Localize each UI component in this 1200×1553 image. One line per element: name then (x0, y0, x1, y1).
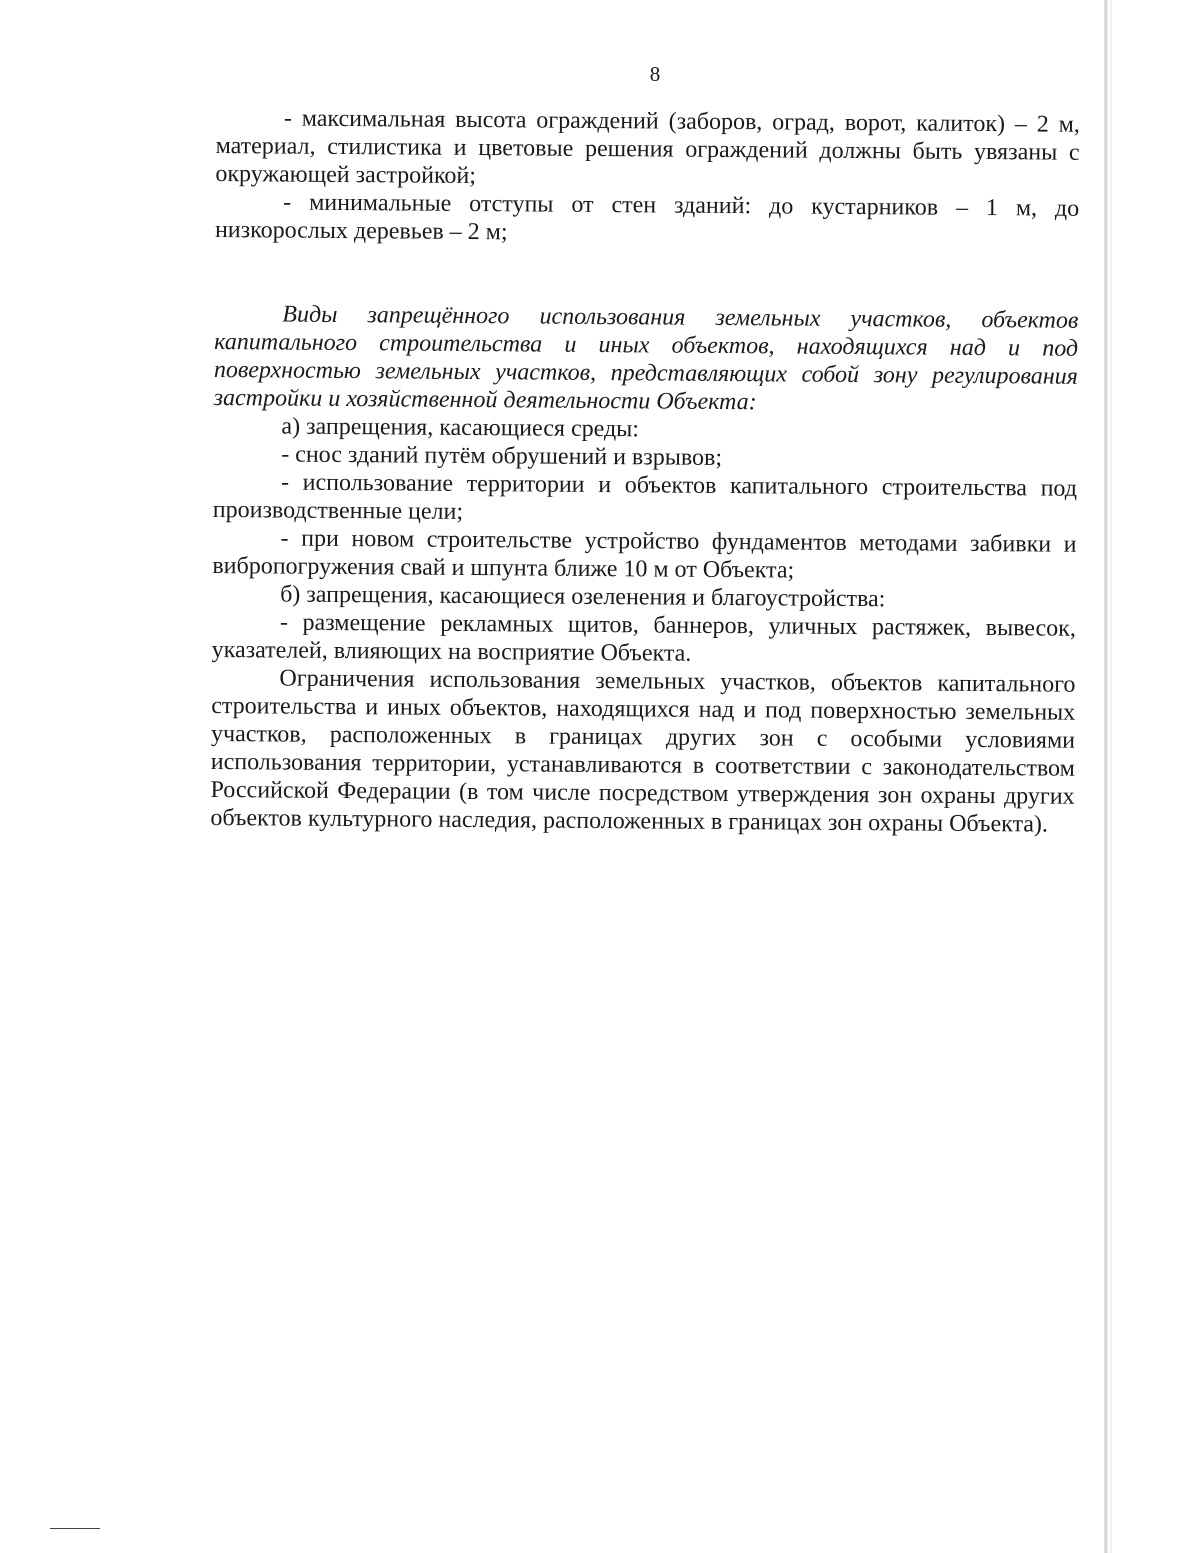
paragraph-landscaping-prohibitions: б) запрещения, касающиеся озеленения и благоустройства: (280, 581, 886, 613)
document-body (210, 104, 1080, 839)
paragraph-fence-height: - максимальная высота ограждений (заборов, оград, ворот, калиток) – 2 м, материал, стилистика и цветовые решения ограждений должны быть увязаны с окружающей застройкой; (215, 105, 1080, 190)
scan-edge-shadow (1104, 0, 1108, 1553)
paragraph-industrial-use: - использование территории и объектов капитального строительства под производственные цели; (212, 469, 1078, 525)
scan-edge-highlight (1110, 0, 1112, 1553)
paragraph-restrictions: Ограничения использования земельных участков, объектов капитального строительства и иных объектов, находящихся над и под поверхностью земельных участков, расположенных в границах других зон с особыми условиями использования территории, устанавливаются в соответствии с законодательством Российской Федерации (в том числе посредством утверждения зон охраны других объектов культурного наследия, расположенных в границах зон охраны Объекта). (210, 665, 1076, 838)
page-number: 8 (649, 62, 661, 86)
footnote-rule (50, 1528, 100, 1529)
paragraph-min-setbacks: - минимальные отступы от стен зданий: до кустарников – 1 м, до низкорослых деревьев – 2 м; (214, 189, 1080, 246)
paragraph-advertising: - размещение рекламных щитов, баннеров, уличных растяжек, вывесок, указателей, влияющих на восприятие Объекта. (211, 609, 1077, 667)
paragraph-foundations: - при новом строительстве устройство фундаментов методами забивки и вибропогружения свай и шпунта ближе 10 м от Объекта; (212, 525, 1077, 584)
paragraph-prohibited-uses-heading: Виды запрещённого использования земельных участков, объектов капитального строительства и иных объектов, находящихся над и под поверхностью земельных участков, представляющих собой зону регулирования застройки и хозяйственной деятельности Объекта: (213, 301, 1079, 416)
paragraph-demolition: - снос зданий путём обрушений и взрывов; (281, 441, 723, 471)
paragraph-environment-prohibitions: а) запрещения, касающиеся среды: (281, 413, 640, 443)
